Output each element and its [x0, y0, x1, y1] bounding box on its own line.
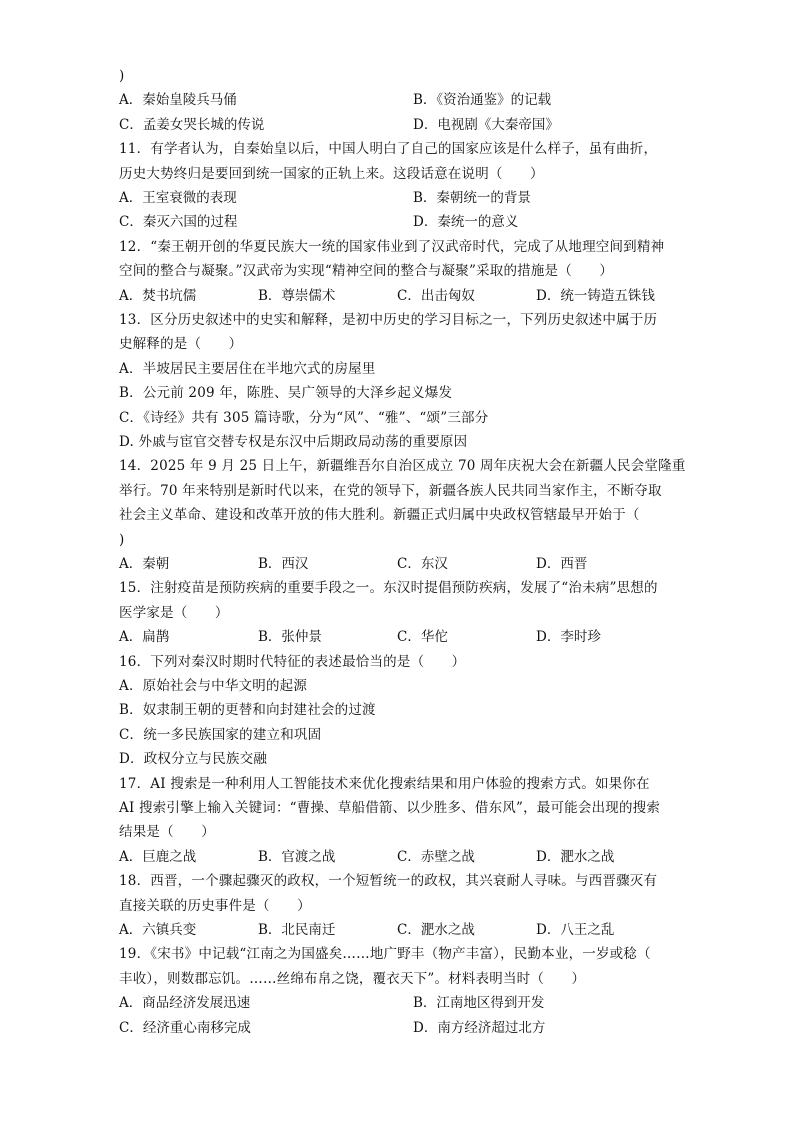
answer-option-b: B．尊崇儒术 — [258, 288, 336, 304]
answer-option-d: D．淝水之战 — [536, 849, 615, 865]
text-line: 空间的整合与凝聚。”汉武帝为实现“精神空间的整合与凝聚”采取的措施是（ ） — [119, 263, 614, 279]
answer-option-c: C．赤壁之战 — [397, 849, 475, 865]
text-line: 18．西晋，一个骤起骤灭的政权，一个短暂统一的政权，其兴衰耐人寻味。与西晋骤灭有 — [119, 873, 658, 889]
text-line: 16．下列对秦汉时期时代特征的表述最恰当的是（ ） — [119, 654, 466, 670]
option-row — [119, 555, 679, 573]
text-line: 史解释的是（ ） — [119, 336, 243, 352]
answer-option-b: B．张仲景 — [258, 629, 322, 645]
answer-option-b: D．电视剧《大秦帝国》 — [413, 117, 559, 133]
answer-option-a: A．商品经济发展迅速 — [119, 995, 251, 1011]
answer-option-d: D．西晋 — [536, 556, 588, 572]
text-line: 历史大势终归是要回到统一国家的正轨上来。这段话意在说明（ ） — [119, 166, 544, 182]
text-line: 15．注射疫苗是预防疾病的重要手段之一。东汉时提倡预防疾病，发展了“治未病”思想的 — [119, 580, 658, 596]
text-line: 结果是（ ） — [119, 824, 215, 840]
text-line: A．半坡居民主要居住在半地穴式的房屋里 — [119, 361, 376, 377]
text-line: C．统一多民族国家的建立和巩固 — [119, 727, 322, 743]
answer-option-a: A．扁鹊 — [119, 629, 170, 645]
text-line: 丰收），则数郡忘饥。……丝绵布帛之饶，覆衣天下”。材料表明当时（ ） — [119, 971, 586, 987]
text-line: 17．AI 搜索是一种利用人工智能技术来优化搜索结果和用户体验的搜索方式。如果你在 — [119, 776, 650, 792]
option-row — [119, 921, 679, 939]
answer-option-a: A．秦朝 — [119, 556, 170, 572]
answer-option-c: C．淝水之战 — [397, 922, 475, 938]
option-row — [119, 628, 679, 646]
text-line: 12．“秦王朝开创的华夏民族大一统的国家伟业到了汉武帝时代，完成了从地理空间到精神 — [119, 239, 665, 255]
answer-option-d: D．统一铸造五铢钱 — [536, 288, 655, 304]
answer-option-b: B．官渡之战 — [258, 849, 336, 865]
text-line: 社会主义革命、建设和改革开放的伟大胜利。新疆正式归属中央政权管辖最早开始于（ — [119, 507, 640, 523]
option-row — [119, 91, 679, 109]
answer-option-c: C．华佗 — [397, 629, 448, 645]
text-line: ) — [119, 532, 125, 548]
answer-option-b: D．秦统一的意义 — [413, 214, 519, 230]
text-line: D．政权分立与民族交融 — [119, 751, 268, 767]
option-row — [119, 994, 679, 1012]
answer-option-b: B．秦朝统一的背景 — [413, 190, 531, 206]
answer-option-d: D．李时珍 — [536, 629, 601, 645]
answer-option-b: B．《资治通鉴》的记载 — [413, 92, 552, 108]
text-line: B．奴隶制王朝的更替和向封建社会的过渡 — [119, 702, 376, 718]
answer-option-a: C．秦灭六国的过程 — [119, 214, 238, 230]
text-line: A．原始社会与中华文明的起源 — [119, 678, 308, 694]
answer-option-a: A．秦始皇陵兵马俑 — [119, 92, 237, 108]
answer-option-b: B．江南地区得到开发 — [413, 995, 545, 1011]
answer-option-a: A．六镇兵变 — [119, 922, 197, 938]
text-line: 11．有学者认为，自秦始皇以后，中国人明白了自己的国家应该是什么样子，虽有曲折， — [119, 141, 658, 157]
answer-option-c: C．出击匈奴 — [397, 288, 475, 304]
answer-option-b: B．西汉 — [258, 556, 309, 572]
answer-option-b: D．南方经济超过北方 — [413, 1020, 546, 1036]
answer-option-a: A．王室衰微的表现 — [119, 190, 237, 206]
text-line: 直接关联的历史事件是（ ） — [119, 898, 311, 914]
text-line: 医学家是（ ） — [119, 605, 229, 621]
option-row — [119, 116, 679, 134]
answer-option-a: A．巨鹿之战 — [119, 849, 197, 865]
answer-option-d: D．八王之乱 — [536, 922, 615, 938]
option-row — [119, 189, 679, 207]
text-line: C．《诗经》共有 305 篇诗歌，分为“风”、“雅”、“颂”三部分 — [119, 410, 489, 426]
text-line: B．公元前 209 年，陈胜、吴广领导的大泽乡起义爆发 — [119, 385, 453, 401]
answer-option-a: A．焚书坑儒 — [119, 288, 197, 304]
text-line: 13．区分历史叙述中的史实和解释，是初中历史的学习目标之一，下列历史叙述中属于历 — [119, 312, 658, 328]
option-row — [119, 848, 679, 866]
answer-option-a: C．经济重心南移完成 — [119, 1020, 251, 1036]
text-line: ) — [119, 68, 125, 84]
answer-option-c: C．东汉 — [397, 556, 448, 572]
option-row — [119, 1019, 679, 1037]
option-row — [119, 213, 679, 231]
text-line: 举行。70 年来特别是新时代以来，在党的领导下，新疆各族人民共同当家作主，不断夺取 — [119, 483, 662, 499]
answer-option-b: B．北民南迁 — [258, 922, 336, 938]
text-line: AI 搜索引擎上输入关键词：“曹操、草船借箭、以少胜多、借东风”，最可能会出现的搜索 — [119, 800, 661, 816]
text-line: D. 外戚与宦官交替专权是东汉中后期政局动荡的重要原因 — [119, 434, 468, 450]
text-line: 19．《宋书》中记载“江南之为国盛矣……地广野丰（物产丰富），民勤本业，一岁或稔（ — [119, 946, 651, 962]
answer-option-a: C．孟姜女哭长城的传说 — [119, 117, 265, 133]
text-line: 14．2025 年 9 月 25 日上午，新疆维吾尔自治区成立 70 周年庆祝大会在新疆人民会堂隆重 — [119, 458, 686, 474]
option-row — [119, 287, 679, 305]
